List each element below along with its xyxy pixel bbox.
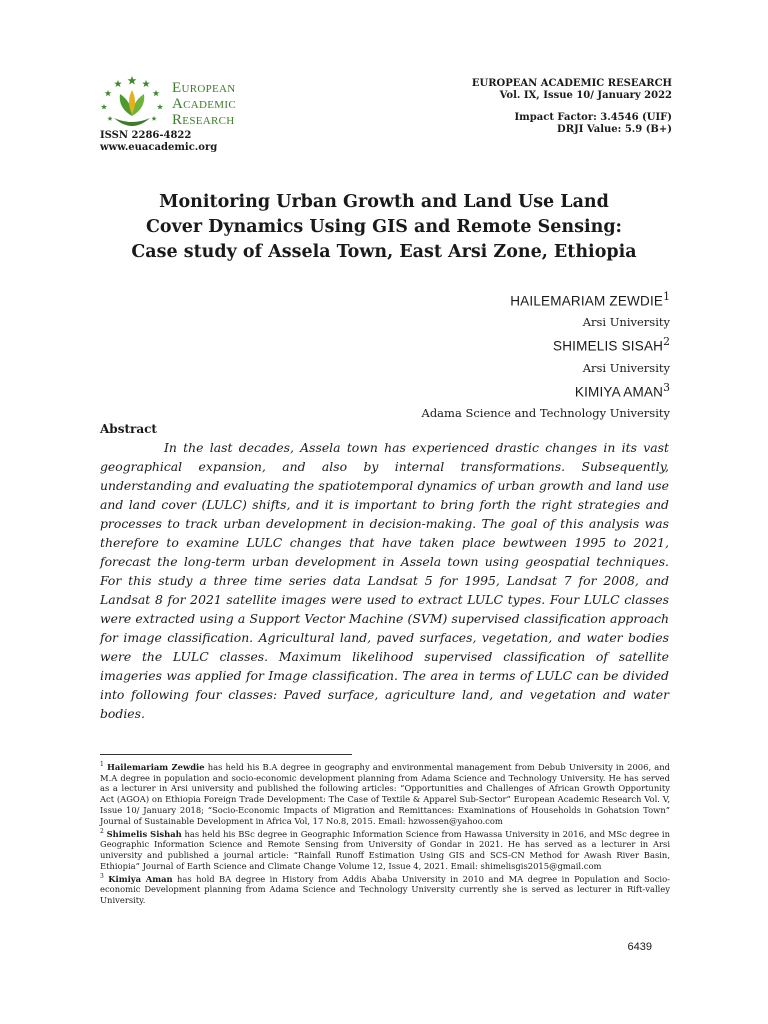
footnote [100, 827, 670, 872]
author-name: HAILEMARIAM ZEWDIE [510, 293, 664, 309]
journal-logo [96, 74, 266, 134]
footnotes [100, 760, 670, 906]
logo-word-1: European [172, 80, 236, 96]
abstract-text: In the last decades, Assela town has experienced drastic changes in its vast geographical expansion, and also by internal transformations. Subsequently, understanding and evaluating the spatiotemporal dynamics of urban growth and land use and land cover (LULC) shifts, and it is important to bring forth the right strategies and processes to track urban development in decision-making. The goal of this analysis was therefore to examine LULC changes that have taken place bewtween 1995 to 2021, forecast the long-term urban development in Assela town using geospatial techniques. For this study a three time series data Landsat 5 for 1995, Landsat 7 for 2008, and Landsat 8 for 2021 satellite images were used to extract LULC types. Four LULC classes were extracted using a Support Vector Machine (SVM) supervised classification approach for image classification. Agricultural land, paved surfaces, vegetation, and water bodies were the LULC classes. Maximum likelihood supervised classification of satellite imageries was applied for Image classification. The area in terms of LULC can be divided into following four classes: Paved surface, agriculture land, and vegetation and water bodies. [100, 440, 669, 721]
logo-word-3: Research [172, 112, 235, 128]
footnote-author-name: Shimelis Sishah [106, 828, 182, 839]
footnote-text: has held his BSc degree in Geographic Information Science from Hawassa University in 2016, and MSc degree in Geographic Information Science and Remote Sensing from University of Gondar in 2021. He has served as a lecturer in Arsi university and published a journal article: “Rainfall Runoff Estimation Using GIS and SCS-CN Method for Awash River Basin, Ethiopia” Journal of Earth Science and Climate Change Volume 12, Issue 4, 2021. Email: shimelisgis2015@gmail.com [100, 828, 670, 871]
logo-emblem-icon [96, 74, 168, 134]
drji-value: DRJI Value: 5.9 (B+) [557, 124, 672, 135]
footnote-divider [100, 754, 352, 755]
issn: ISSN 2286-4822 [100, 130, 192, 141]
journal-name: EUROPEAN ACADEMIC RESEARCH [471, 78, 672, 89]
author-name: SHIMELIS SISAH [553, 338, 664, 354]
footnote-text: has hold BA degree in History from Addis Ababa University in 2010 and MA degree in Population and Socio- economic Development planning from Adama Science and Technology University currently she is served as lecturer in Rift-valley University. [100, 873, 670, 905]
author-footnote-mark: 1 [663, 290, 670, 303]
author [422, 287, 670, 312]
logo-wordmark [172, 80, 236, 128]
author-affiliation: Adama Science and Technology University [421, 405, 670, 420]
journal-volume: Vol. IX, Issue 10/ January 2022 [499, 90, 672, 101]
title-line: Cover Dynamics Using GIS and Remote Sensing: [145, 217, 623, 237]
author-block [422, 287, 670, 423]
page-number: 6439 [627, 941, 652, 953]
footnote-mark: 2 [100, 827, 104, 835]
footnote-author-name: Kimiya Aman [108, 873, 173, 884]
footnote-author-name: Hailemariam Zewdie [106, 761, 205, 772]
logo-word-2: Academic [172, 96, 236, 112]
journal-website: www.euacademic.org [100, 142, 218, 153]
footnote-mark: 1 [100, 761, 104, 768]
footnote-mark: 3 [100, 872, 104, 880]
author-footnote-mark: 3 [663, 380, 670, 394]
author [422, 332, 670, 357]
footnote-text: has held his B.A degree in geography and environmental management from Debub University in 2006, and M.A degree in population and socio-economic development planning from Adama Science and Technology University. He has served as a lecturer in Arsi university and published the following articles: “Opportunities and Challenges of African Growth Opportunity Act (AGOA) on Ethiopia Foreign Trade Development: The Case of Textile & Apparel Sub-Sector” European Academic Research Vol. V, Issue 10/ January 2018; “Socio-Economic Impacts of Migration and Remittances: Examinations of Households in Gohatsion Town” Journal of Sustainable Development in Africa Vol, 17 No.8, 2015. Email: hzwossen@yahoo.com [100, 761, 670, 826]
author-name: KIMIYA AMAN [574, 383, 664, 399]
footnote [100, 872, 670, 906]
author-footnote-mark: 2 [663, 335, 670, 349]
impact-factor: Impact Factor: 3.4546 (UIF) [514, 112, 672, 123]
journal-info [472, 78, 672, 136]
author-affiliation: Arsi University [582, 360, 670, 375]
abstract-heading: Abstract [100, 422, 157, 436]
author-affiliation: Arsi University [582, 315, 670, 330]
paper-title [90, 190, 678, 265]
author [422, 378, 670, 403]
title-line: Monitoring Urban Growth and Land Use Land [159, 192, 609, 212]
title-line: Case study of Assela Town, East Arsi Zone, Ethiopia [131, 242, 637, 262]
footnote [100, 760, 670, 827]
